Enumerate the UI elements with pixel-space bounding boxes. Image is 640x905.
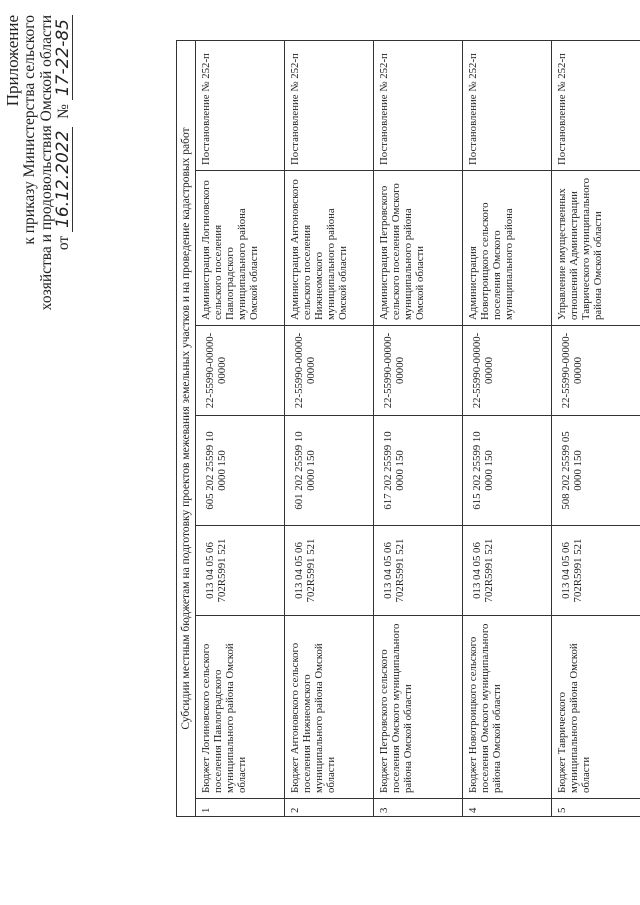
agreement-number-cell: 22-55990-00000-00000 [196,326,285,416]
row-number: 3 [374,799,463,817]
budget-code-cell: 013 04 05 06 702R5991 521 [285,526,374,616]
legal-basis-cell: Постановление № 252-п [285,41,374,171]
agreement-number-cell: 22-55990-00000-00000 [552,326,640,416]
budget-code-cell: 013 04 05 06 702R5991 521 [463,526,552,616]
appendix-line-1: к приказу Министерства сельского [21,15,38,245]
number-prefix: № [55,104,72,119]
budget-cell: Бюджет Новотроицкого сельского поселения Омского муниципального района Омской области [463,616,552,799]
legal-basis-cell: Постановление № 252-п [463,41,552,171]
administrator-cell: Администрация Петровского сельского поселения Омского муниципального района Омской области [374,171,463,326]
order-date: 16.12.2022 [55,127,73,232]
agreement-number-cell: 22-55990-00000-00000 [374,326,463,416]
table-row [196,41,285,817]
order-number: 17-22-85 [55,15,73,100]
table-row [285,41,374,817]
row-number: 5 [552,799,640,817]
appendix-title: Приложение [3,15,22,107]
income-code-cell: 617 202 25599 10 0000 150 [374,416,463,526]
agreement-number-cell: 22-55990-00000-00000 [463,326,552,416]
administrator-cell: Администрация Антоновского сельского поселения Нижнеомского муниципального района Омской области [285,171,374,326]
administrator-cell: Администрация Новотроицкого сельского поселения Омского муниципального района [463,171,552,326]
table-row [463,41,552,817]
income-code-cell: 508 202 25599 05 0000 150 [552,416,640,526]
legal-basis-cell: Постановление № 252-п [552,41,640,171]
budget-code-cell: 013 04 05 06 702R5991 521 [552,526,640,616]
row-number: 2 [285,799,374,817]
budget-code-cell: 013 04 05 06 702R5991 521 [196,526,285,616]
income-code-cell: 615 202 25599 10 0000 150 [463,416,552,526]
date-prefix: от [55,235,72,251]
budget-cell: Бюджет Логиновского сельского поселения Павлоградского муниципального района Омской области [196,616,285,799]
administrator-cell: Управление имущественных отношений Администрации Таврического муниципального района Омской области [552,171,640,326]
agreement-number-cell: 22-55990-00000-00000 [285,326,374,416]
table-caption: Субсидии местным бюджетам на подготовку проектов межевания земельных участков и на проведение кадастровых работ [177,41,196,817]
row-number: 4 [463,799,552,817]
budget-cell: Бюджет Антоновского сельского поселения Нижнеомского муниципального района Омской области [285,616,374,799]
appendix-line-2: хозяйства и продовольствия Омской области [38,15,55,311]
subsidy-table [176,40,640,817]
legal-basis-cell: Постановление № 252-п [196,41,285,171]
budget-cell: Бюджет Таврического муниципального района Омской области [552,616,640,799]
legal-basis-cell: Постановление № 252-п [374,41,463,171]
appendix-date-line [55,15,73,385]
income-code-cell: 601 202 25599 10 0000 150 [285,416,374,526]
table-row [374,41,463,817]
administrator-cell: Администрация Логиновского сельского поселения Павлоградского муниципального района Омской области [196,171,285,326]
appendix-header [4,15,73,385]
table-row [552,41,640,817]
income-code-cell: 605 202 25599 10 0000 150 [196,416,285,526]
row-number: 1 [196,799,285,817]
budget-code-cell: 013 04 05 06 702R5991 521 [374,526,463,616]
budget-cell: Бюджет Петровского сельского поселения Омского муниципального района Омской области [374,616,463,799]
